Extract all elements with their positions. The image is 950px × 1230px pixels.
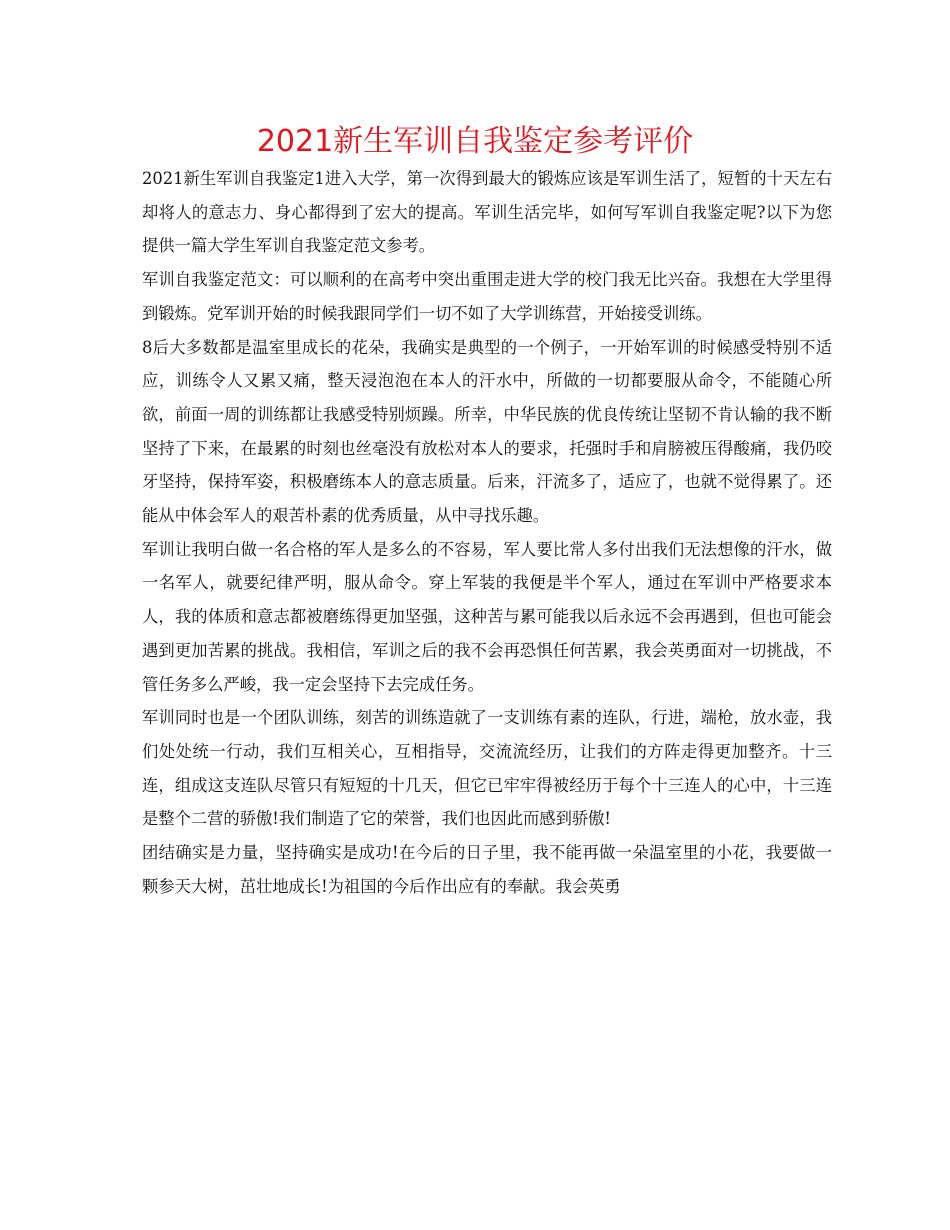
document-title: 2021新生军训自我鉴定参考评价 [256, 124, 694, 159]
document-body [142, 162, 832, 903]
paragraph-4: 军训让我明白做一名合格的军人是多么的不容易，军人要比常人多付出我们无法想像的汗水，做一名军人，就要纪律严明，服从命令。穿上军装的我便是半个军人，通过在军训中严格要求本人，我的体质和意志都被磨练得更加坚强，这种苦与累可能我以后永远不会再遇到，但也可能会遇到更加苦累的挑战。我相信，军训之后的我不会再恐惧任何苦累，我会英勇面对一切挑战，不管任务多么严峻，我一定会坚持下去完成任务。 [142, 539, 832, 694]
paragraph-1: 2021新生军训自我鉴定1进入大学，第一次得到最大的锻炼应该是军训生活了，短暂的十天左右却将人的意志力、身心都得到了宏大的提高。军训生活完毕，如何写军训自我鉴定呢?以下为您提供一篇大学生军训自我鉴定范文参考。 [142, 169, 832, 256]
paragraph-6: 团结确实是力量，坚持确实是成功!在今后的日子里，我不能再做一朵温室里的小花，我要做一颗参天大树，茁壮地成长!为祖国的今后作出应有的奉献。我会英勇 [142, 843, 832, 896]
paragraph-3: 8后大多数都是温室里成长的花朵，我确实是典型的一个例子，一开始军训的时候感受特别不适应，训练令人又累又痛，整天浸泡泡在本人的汗水中，所做的一切都要服从命令，不能随心所欲，前面一周的训练都让我感受特别烦躁。所幸，中华民族的优良传统让坚韧不肯认输的我不断坚持了下来，在最累的时刻也丝毫没有放松对本人的要求，托强时手和肩膀被压得酸痛，我仍咬牙坚持，保持军姿，积极磨练本人的意志质量。后来，汗流多了，适应了，也就不觉得累了。还能从中体会军人的艰苦朴素的优秀质量，从中寻找乐趣。 [142, 337, 832, 526]
paragraph-2: 军训自我鉴定范文：可以顺利的在高考中突出重围走进大学的校门我无比兴奋。我想在大学里得到锻炼。党军训开始的时候我跟同学们一切不如了大学训练营，开始接受训练。 [142, 270, 832, 323]
paragraph-5: 军训同时也是一个团队训练，刻苦的训练造就了一支训练有素的连队，行进，端枪，放水壶，我们处处统一行动，我们互相关心，互相指导，交流流经历，让我们的方阵走得更加整齐。十三连，组成这支连队尽管只有短短的十几天，但它已牢牢得被经历于每个十三连人的心中，十三连是整个二营的骄傲!我们制造了它的荣誉，我们也因此而感到骄傲! [142, 708, 832, 829]
